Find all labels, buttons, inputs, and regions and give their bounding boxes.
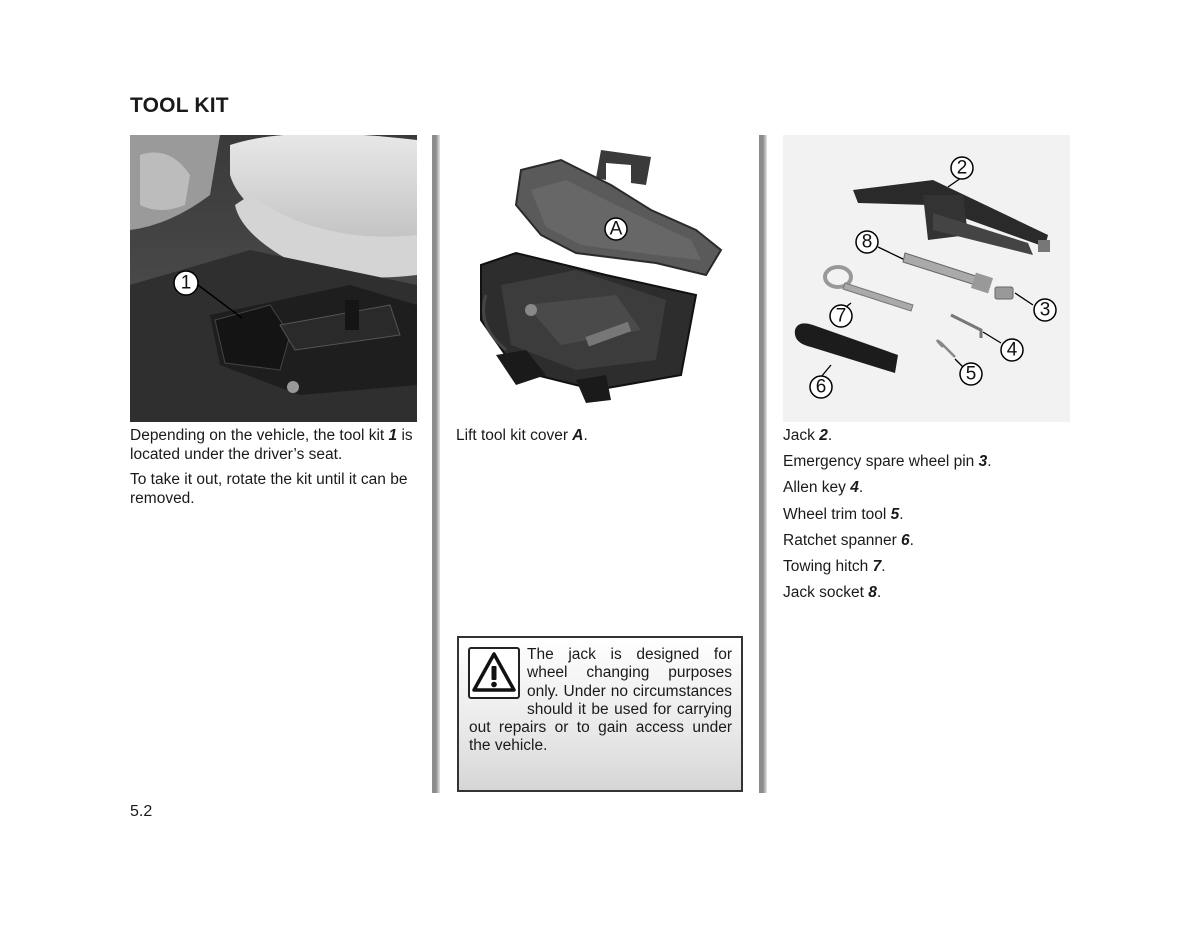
list-item: Allen key 4. xyxy=(783,479,864,497)
callout-label: 8 xyxy=(861,231,873,253)
reference-number: 4 xyxy=(850,479,859,497)
reference-number: 5 xyxy=(890,505,900,523)
paragraph-text: Depending on the vehicle, the tool kit xyxy=(130,427,389,444)
callout-label: 4 xyxy=(1006,339,1018,361)
callout-label: 5 xyxy=(965,363,977,385)
item-text: Emergency spare wheel pin xyxy=(783,453,979,471)
item-text: Towing hitch xyxy=(783,557,873,575)
list-item: Jack 2. xyxy=(783,427,833,444)
warning-text xyxy=(469,646,732,756)
page-title: TOOL KIT xyxy=(130,94,229,117)
list-item: Wheel trim tool 5. xyxy=(783,505,904,523)
page-number: 5.2 xyxy=(130,803,153,820)
reference-number: 6 xyxy=(901,531,910,549)
jack-icon xyxy=(853,178,1050,255)
tool-kit-location-paragraph xyxy=(130,427,417,464)
list-item: Emergency spare wheel pin 3. xyxy=(783,453,992,471)
reference-number: 3 xyxy=(978,453,988,471)
tools-illustration xyxy=(783,135,1070,422)
callout-label: A xyxy=(609,218,623,240)
callout-label: 2 xyxy=(956,157,968,179)
column-divider xyxy=(432,135,440,793)
reference-number: 7 xyxy=(872,557,882,575)
figure-tool-kit-contents xyxy=(783,135,1070,422)
tool-kit-case-illustration xyxy=(456,135,743,422)
allen-key-icon xyxy=(951,315,1001,343)
callout-label: 7 xyxy=(835,305,847,327)
column-divider xyxy=(759,135,767,793)
seat-photo-illustration xyxy=(130,135,417,422)
list-item: Towing hitch 7. xyxy=(783,557,886,575)
tool-kit-removal-paragraph xyxy=(130,471,417,508)
item-text: Jack xyxy=(783,427,820,444)
jack-socket-icon xyxy=(878,247,993,293)
reference-number: 2 xyxy=(819,427,828,444)
item-text: Jack socket xyxy=(783,584,869,602)
reference-number: 1 xyxy=(388,427,398,444)
towing-hitch-icon xyxy=(825,267,913,311)
callout-label: 1 xyxy=(180,272,192,294)
callout-label: 6 xyxy=(815,376,827,398)
reference-number: 8 xyxy=(868,584,877,602)
item-text: Ratchet spanner xyxy=(783,531,902,549)
warning-box xyxy=(457,636,743,792)
item-text: Wheel trim tool xyxy=(783,505,891,523)
tool-list xyxy=(783,427,1083,610)
paragraph-text: Lift tool kit cover xyxy=(456,427,573,444)
warning-message: The jack is designed for wheel changing purposes only. Under no circumstances should it be used for carrying out repairs or to gain access under the vehicle. xyxy=(469,646,732,755)
item-text: Allen key xyxy=(783,479,851,497)
figure-tool-kit-cover xyxy=(456,135,743,422)
wheel-trim-tool-icon xyxy=(937,341,963,367)
paragraph-text: To take it out, rotate the kit until it can be removed. xyxy=(130,471,408,507)
paragraph-text: is located under the driver’s seat. xyxy=(130,427,413,463)
callout-label: 3 xyxy=(1039,299,1051,321)
list-item: Jack socket 8. xyxy=(783,584,882,602)
paragraph-text: . xyxy=(583,427,588,444)
lift-cover-paragraph xyxy=(456,427,743,446)
reference-letter: A xyxy=(572,427,584,444)
ratchet-spanner-icon xyxy=(795,323,898,377)
spare-wheel-pin-icon xyxy=(995,287,1033,305)
list-item: Ratchet spanner 6. xyxy=(783,531,914,549)
figure-tool-kit-location xyxy=(130,135,417,422)
